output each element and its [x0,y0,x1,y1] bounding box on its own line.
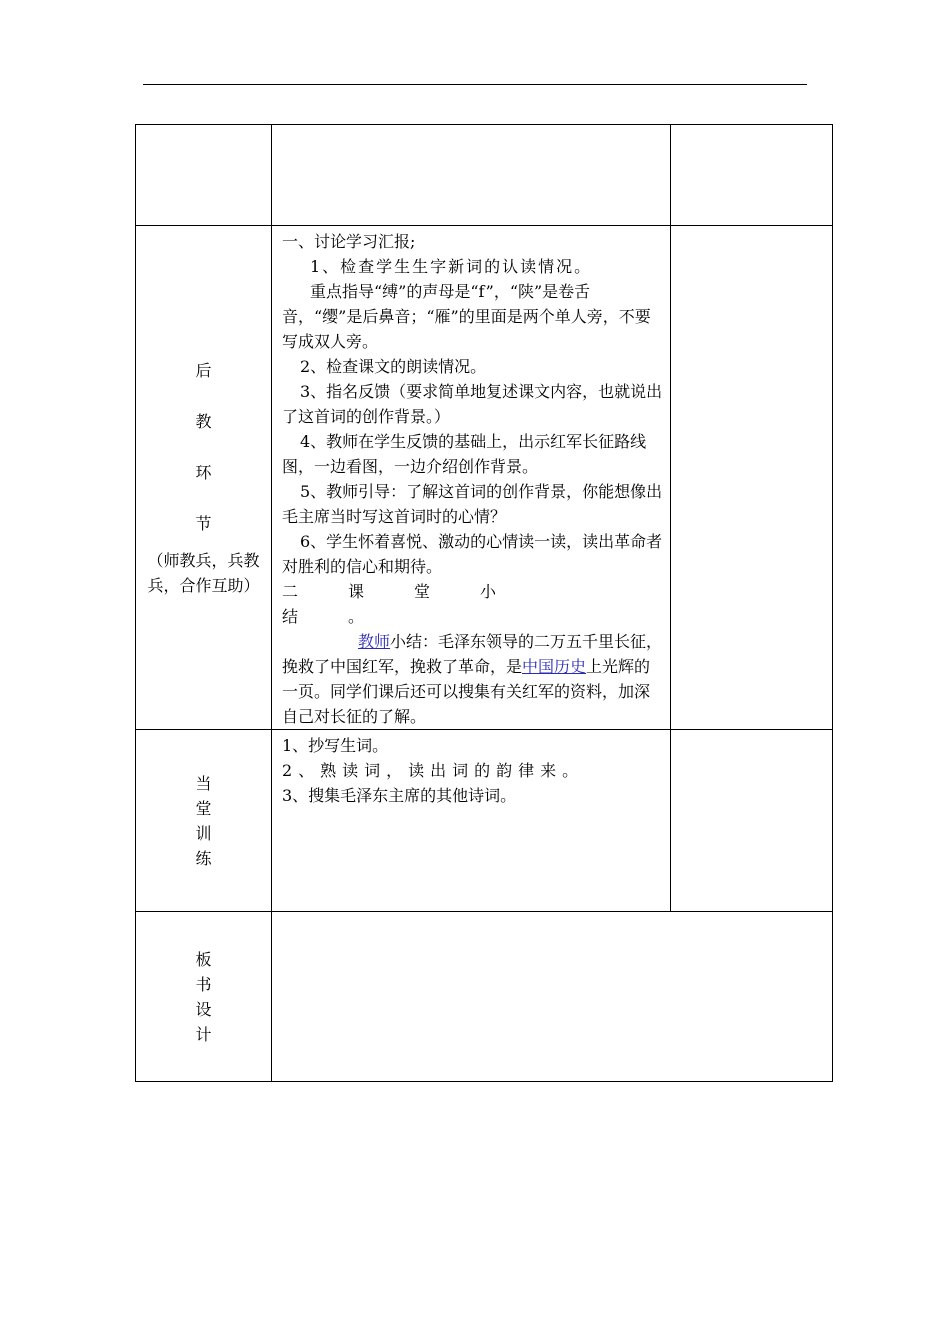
label-char: 堂 [195,798,212,818]
table-row-after-class [136,226,833,730]
row-label-board [136,912,272,1082]
label-char: 当 [195,773,212,793]
row-label-after-class [136,226,272,730]
summary-paragraph [282,629,664,729]
content-line: 1、检查学生生字新词的认读情况。 [310,257,593,276]
content-line: 1、抄写生词。 [282,736,389,755]
empty-cell [272,125,671,226]
empty-cell [671,226,833,730]
content-line: 4、教师在学生反馈的基础上，出示红军长征路线图，一边看图，一边介绍创作背景。 [282,432,647,476]
empty-cell [671,125,833,226]
label-char: 训 [195,823,212,843]
label-char: 教 [195,411,212,431]
label-char: 后 [195,360,212,380]
empty-cell [136,125,272,226]
board-design-cell [272,912,833,1082]
content-line: 2、检查课文的朗读情况。 [300,357,487,376]
label-char: 练 [195,848,212,868]
label-char: 环 [195,462,212,482]
content-after-class [272,226,671,730]
label-char: 板 [195,949,212,969]
content-line: 5、教师引导：了解这首词的创作背景，你能想像出毛主席当时写这首词时的心情？ [282,482,663,526]
section-heading: 一、讨论学习汇报; [282,232,416,251]
table-row-top [136,125,833,226]
label-char: 设 [195,999,212,1019]
row-label-practice [136,730,272,912]
summary-text: 小结：毛泽东领导的二万五千里长征，挽救了中国红军，挽救了革命，是 [282,632,663,676]
label-char: 节 [195,513,212,533]
summary-text: 上光辉的一页。同学们课后还可以搜集有关红军的资料，加深自己对长征的了解。 [282,657,651,726]
label-char: 书 [195,974,212,994]
header-rule [143,84,807,85]
content-line: 3、搜集毛泽东主席的其他诗词。 [282,786,517,805]
content-line: 重点指导“缚”的声母是“f”，“陕”是卷舌音，“缨”是后鼻音；“雁”的里面是两个单人旁，不要写成双人旁。 [282,282,651,351]
label-char: 计 [195,1024,212,1044]
content-line: 6、学生怀着喜悦、激动的心情读一读，读出革命者对胜利的信心和期待。 [282,532,663,576]
table-row-board [136,912,833,1082]
content-line: 2、熟读词，读出词的韵律来。 [282,761,585,780]
content-line: 3、指名反馈（要求简单地复述课文内容，也就说出了这首词的创作背景。） [282,382,663,426]
table-row-practice [136,730,833,912]
section-heading: 二课堂小结。 [282,582,547,626]
link-china-history[interactable]: 中国历史 [522,657,587,676]
label-note: （师教兵，兵教兵，合作互助） [147,550,260,595]
lesson-plan-table [135,124,833,1082]
content-practice [272,730,671,912]
empty-cell [671,730,833,912]
link-teacher[interactable]: 教师 [358,632,391,651]
